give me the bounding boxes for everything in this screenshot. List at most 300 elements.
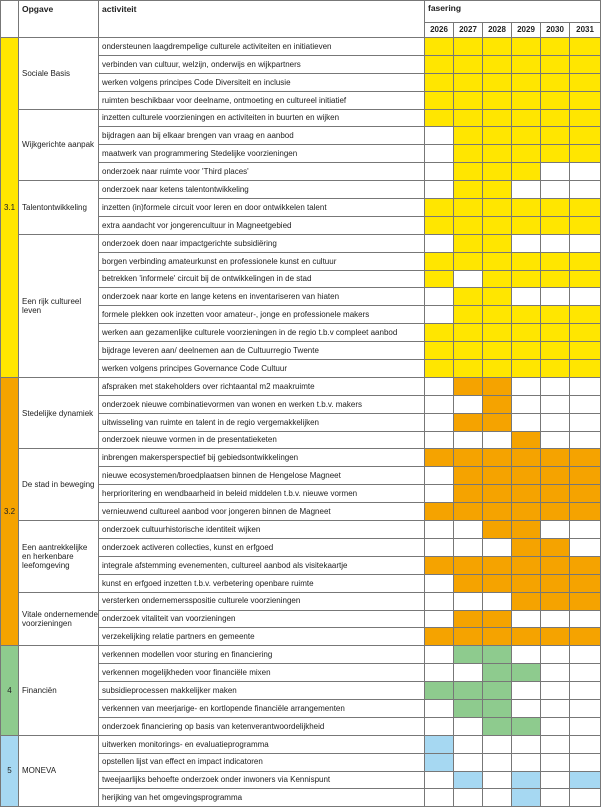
fasering-cell-2031 — [570, 145, 601, 163]
fasering-cell-2027 — [454, 717, 483, 735]
activity-label: integrale afstemming evenementen, cultureel aanbod als visitekaartje — [99, 556, 425, 574]
fasering-cell-2026 — [425, 538, 454, 556]
fasering-cell-2027 — [454, 538, 483, 556]
fasering-cell-2028 — [483, 199, 512, 217]
fasering-cell-2027 — [454, 145, 483, 163]
year-header-2028: 2028 — [483, 23, 512, 38]
fasering-cell-2028 — [483, 449, 512, 467]
fasering-cell-2031 — [570, 628, 601, 646]
fasering-cell-2030 — [541, 360, 570, 378]
activity-label: inzetten (in)formele circuit voor leren en door ontwikkelen talent — [99, 199, 425, 217]
fasering-cell-2028 — [483, 181, 512, 199]
fasering-cell-2026 — [425, 646, 454, 664]
header-opgave: Opgave — [19, 1, 99, 38]
fasering-cell-2031 — [570, 789, 601, 807]
fasering-cell-2027 — [454, 288, 483, 306]
fasering-cell-2029 — [512, 395, 541, 413]
activity-label: bijdrage leveren aan/ deelnemen aan de Cultuurregio Twente — [99, 342, 425, 360]
fasering-cell-2031 — [570, 485, 601, 503]
fasering-cell-2028 — [483, 771, 512, 789]
fasering-cell-2031 — [570, 521, 601, 539]
activity-label: verzekelijking relatie partners en gemeente — [99, 628, 425, 646]
fasering-cell-2029 — [512, 360, 541, 378]
fasering-cell-2028 — [483, 538, 512, 556]
fasering-cell-2031 — [570, 503, 601, 521]
fasering-cell-2028 — [483, 592, 512, 610]
fasering-cell-2027 — [454, 646, 483, 664]
activity-label: herprioritering en wendbaarheid in beleid middelen t.b.v. nieuwe vormen — [99, 485, 425, 503]
fasering-cell-2027 — [454, 628, 483, 646]
fasering-cell-2028 — [483, 789, 512, 807]
activity-label: subsidieprocessen makkelijker maken — [99, 682, 425, 700]
fasering-cell-2031 — [570, 592, 601, 610]
year-header-2031: 2031 — [570, 23, 601, 38]
fasering-cell-2031 — [570, 55, 601, 73]
fasering-cell-2031 — [570, 699, 601, 717]
year-header-2026: 2026 — [425, 23, 454, 38]
group-label: Vitale ondernemende voorzieningen — [19, 592, 99, 646]
fasering-cell-2027 — [454, 467, 483, 485]
fasering-cell-2027 — [454, 377, 483, 395]
activity-label: onderzoek nieuwe combinatievormen van wonen en werken t.b.v. makers — [99, 395, 425, 413]
table-row — [1, 449, 601, 467]
activity-label: onderzoek naar ketens talentontwikkeling — [99, 181, 425, 199]
fasering-cell-2026 — [425, 771, 454, 789]
fasering-cell-2026 — [425, 664, 454, 682]
activity-label: onderzoek nieuwe vormen in de presentatieketen — [99, 431, 425, 449]
fasering-cell-2027 — [454, 699, 483, 717]
fasering-cell-2029 — [512, 646, 541, 664]
fasering-cell-2030 — [541, 556, 570, 574]
fasering-cell-2028 — [483, 503, 512, 521]
fasering-cell-2029 — [512, 252, 541, 270]
fasering-cell-2030 — [541, 181, 570, 199]
fasering-cell-2030 — [541, 449, 570, 467]
year-header-2029: 2029 — [512, 23, 541, 38]
fasering-cell-2029 — [512, 538, 541, 556]
fasering-cell-2026 — [425, 181, 454, 199]
fasering-cell-2026 — [425, 163, 454, 181]
fasering-cell-2027 — [454, 91, 483, 109]
fasering-cell-2030 — [541, 664, 570, 682]
fasering-cell-2027 — [454, 789, 483, 807]
group-label: Stedelijke dynamiek — [19, 377, 99, 449]
fasering-cell-2027 — [454, 395, 483, 413]
fasering-cell-2031 — [570, 449, 601, 467]
activity-label: afspraken met stakeholders over richtaantal m2 maakruimte — [99, 377, 425, 395]
fasering-cell-2027 — [454, 682, 483, 700]
fasering-cell-2029 — [512, 556, 541, 574]
table-row — [1, 109, 601, 127]
table-row — [1, 377, 601, 395]
fasering-cell-2030 — [541, 324, 570, 342]
fasering-cell-2026 — [425, 324, 454, 342]
fasering-cell-2028 — [483, 682, 512, 700]
activity-label: onderzoek naar ruimte voor 'Third places' — [99, 163, 425, 181]
fasering-cell-2029 — [512, 521, 541, 539]
fasering-cell-2027 — [454, 592, 483, 610]
fasering-cell-2027 — [454, 199, 483, 217]
fasering-cell-2028 — [483, 699, 512, 717]
fasering-cell-2028 — [483, 306, 512, 324]
fasering-cell-2031 — [570, 216, 601, 234]
fasering-cell-2028 — [483, 163, 512, 181]
fasering-cell-2026 — [425, 717, 454, 735]
fasering-cell-2026 — [425, 91, 454, 109]
fasering-cell-2030 — [541, 682, 570, 700]
fasering-cell-2029 — [512, 377, 541, 395]
fasering-cell-2026 — [425, 109, 454, 127]
fasering-cell-2026 — [425, 145, 454, 163]
activity-label: uitwerken monitorings- en evaluatieprogramma — [99, 735, 425, 753]
fasering-cell-2027 — [454, 771, 483, 789]
fasering-cell-2029 — [512, 503, 541, 521]
fasering-cell-2026 — [425, 234, 454, 252]
fasering-cell-2026 — [425, 753, 454, 771]
table-row — [1, 646, 601, 664]
table-body — [1, 1, 601, 807]
fasering-cell-2026 — [425, 699, 454, 717]
fasering-cell-2026 — [425, 485, 454, 503]
fasering-cell-2026 — [425, 270, 454, 288]
activity-label: verbinden van cultuur, welzijn, onderwijs en wijkpartners — [99, 55, 425, 73]
activity-label: onderzoek doen naar impactgerichte subsidiëring — [99, 234, 425, 252]
fasering-cell-2026 — [425, 413, 454, 431]
header-section-cell — [1, 1, 19, 38]
fasering-cell-2028 — [483, 234, 512, 252]
table-row — [1, 592, 601, 610]
fasering-cell-2031 — [570, 556, 601, 574]
fasering-cell-2027 — [454, 342, 483, 360]
fasering-cell-2028 — [483, 109, 512, 127]
group-label: Sociale Basis — [19, 38, 99, 110]
fasering-cell-2026 — [425, 521, 454, 539]
activity-label: onderzoek financiering op basis van ketenverantwoordelijkheid — [99, 717, 425, 735]
activity-label: werken aan gezamenlijke culturele voorzieningen in de regio t.b.v compleet aanbod — [99, 324, 425, 342]
activity-label: verkennen modellen voor sturing en financiering — [99, 646, 425, 664]
fasering-cell-2029 — [512, 574, 541, 592]
fasering-cell-2026 — [425, 395, 454, 413]
activity-label: verkennen mogelijkheden voor financiële mixen — [99, 664, 425, 682]
fasering-cell-2031 — [570, 538, 601, 556]
fasering-cell-2031 — [570, 127, 601, 145]
fasering-cell-2027 — [454, 503, 483, 521]
fasering-cell-2029 — [512, 55, 541, 73]
fasering-cell-2029 — [512, 199, 541, 217]
fasering-cell-2030 — [541, 753, 570, 771]
fasering-cell-2028 — [483, 395, 512, 413]
activity-label: formele plekken ook inzetten voor amateur-, jonge en professionele makers — [99, 306, 425, 324]
fasering-cell-2026 — [425, 38, 454, 56]
fasering-cell-2030 — [541, 521, 570, 539]
fasering-cell-2029 — [512, 789, 541, 807]
fasering-cell-2030 — [541, 145, 570, 163]
fasering-cell-2030 — [541, 467, 570, 485]
fasering-cell-2028 — [483, 38, 512, 56]
group-label: Talentontwikkeling — [19, 181, 99, 235]
fasering-cell-2030 — [541, 574, 570, 592]
fasering-cell-2027 — [454, 306, 483, 324]
group-label: Wijkgerichte aanpak — [19, 109, 99, 181]
fasering-cell-2028 — [483, 127, 512, 145]
activity-label: werken volgens principes Code Diversiteit en inclusie — [99, 73, 425, 91]
fasering-cell-2031 — [570, 377, 601, 395]
fasering-cell-2031 — [570, 664, 601, 682]
fasering-cell-2029 — [512, 485, 541, 503]
activity-label: ondersteunen laagdrempelige culturele activiteiten en initiatieven — [99, 38, 425, 56]
fasering-cell-2026 — [425, 449, 454, 467]
fasering-cell-2030 — [541, 699, 570, 717]
fasering-cell-2029 — [512, 181, 541, 199]
fasering-cell-2028 — [483, 646, 512, 664]
fasering-cell-2027 — [454, 610, 483, 628]
fasering-cell-2030 — [541, 234, 570, 252]
activity-label: versterken ondernemersspositie culturele voorzieningen — [99, 592, 425, 610]
fasering-cell-2029 — [512, 413, 541, 431]
fasering-cell-2027 — [454, 556, 483, 574]
activity-label: ruimten beschikbaar voor deelname, ontmoeting en cultureel initiatief — [99, 91, 425, 109]
fasering-cell-2030 — [541, 252, 570, 270]
fasering-cell-2028 — [483, 574, 512, 592]
fasering-cell-2030 — [541, 127, 570, 145]
fasering-cell-2027 — [454, 431, 483, 449]
fasering-cell-2026 — [425, 682, 454, 700]
fasering-cell-2030 — [541, 91, 570, 109]
fasering-cell-2031 — [570, 234, 601, 252]
fasering-cell-2029 — [512, 145, 541, 163]
header-fasering: fasering — [425, 1, 601, 23]
fasering-cell-2028 — [483, 55, 512, 73]
fasering-cell-2031 — [570, 753, 601, 771]
fasering-cell-2028 — [483, 145, 512, 163]
fasering-cell-2030 — [541, 771, 570, 789]
fasering-cell-2028 — [483, 431, 512, 449]
activity-label: extra aandacht vor jongerencultuur in Magneetgebied — [99, 216, 425, 234]
fasering-cell-2029 — [512, 306, 541, 324]
activity-label: vernieuwend cultureel aanbod voor jongeren binnen de Magneet — [99, 503, 425, 521]
fasering-cell-2031 — [570, 610, 601, 628]
fasering-cell-2026 — [425, 127, 454, 145]
fasering-cell-2026 — [425, 628, 454, 646]
fasering-cell-2030 — [541, 73, 570, 91]
fasering-cell-2029 — [512, 753, 541, 771]
fasering-cell-2028 — [483, 252, 512, 270]
table-row — [1, 735, 601, 753]
fasering-cell-2028 — [483, 288, 512, 306]
fasering-cell-2030 — [541, 288, 570, 306]
fasering-cell-2028 — [483, 342, 512, 360]
fasering-cell-2026 — [425, 610, 454, 628]
header-activiteit: activiteit — [99, 1, 425, 38]
fasering-cell-2028 — [483, 717, 512, 735]
table-row — [1, 234, 601, 252]
fasering-cell-2026 — [425, 377, 454, 395]
fasering-cell-2026 — [425, 556, 454, 574]
table-row — [1, 181, 601, 199]
fasering-cell-2031 — [570, 109, 601, 127]
fasering-cell-2028 — [483, 377, 512, 395]
fasering-cell-2029 — [512, 431, 541, 449]
fasering-cell-2029 — [512, 664, 541, 682]
fasering-cell-2030 — [541, 270, 570, 288]
group-label: MONEVA — [19, 735, 99, 807]
fasering-cell-2030 — [541, 199, 570, 217]
fasering-cell-2027 — [454, 753, 483, 771]
fasering-cell-2029 — [512, 163, 541, 181]
fasering-cell-2031 — [570, 395, 601, 413]
fasering-cell-2026 — [425, 252, 454, 270]
fasering-cell-2029 — [512, 771, 541, 789]
fasering-cell-2031 — [570, 73, 601, 91]
activity-label: maatwerk van programmering Stedelijke voorzieningen — [99, 145, 425, 163]
fasering-cell-2030 — [541, 306, 570, 324]
fasering-cell-2027 — [454, 109, 483, 127]
fasering-cell-2026 — [425, 199, 454, 217]
fasering-cell-2030 — [541, 610, 570, 628]
fasering-cell-2028 — [483, 360, 512, 378]
fasering-cell-2030 — [541, 163, 570, 181]
fasering-cell-2031 — [570, 270, 601, 288]
fasering-cell-2026 — [425, 574, 454, 592]
fasering-cell-2027 — [454, 360, 483, 378]
fasering-cell-2027 — [454, 55, 483, 73]
fasering-cell-2031 — [570, 431, 601, 449]
fasering-cell-2030 — [541, 503, 570, 521]
fasering-cell-2028 — [483, 664, 512, 682]
year-header-2027: 2027 — [454, 23, 483, 38]
fasering-cell-2027 — [454, 38, 483, 56]
activity-label: onderzoek naar korte en lange ketens en inventariseren van hiaten — [99, 288, 425, 306]
fasering-cell-2027 — [454, 73, 483, 91]
section-label: 3.2 — [1, 377, 19, 645]
fasering-cell-2029 — [512, 38, 541, 56]
activity-label: opstellen lijst van effect en impact indicatoren — [99, 753, 425, 771]
fasering-cell-2029 — [512, 449, 541, 467]
fasering-cell-2027 — [454, 413, 483, 431]
fasering-cell-2031 — [570, 735, 601, 753]
fasering-cell-2027 — [454, 324, 483, 342]
fasering-cell-2031 — [570, 413, 601, 431]
fasering-cell-2030 — [541, 413, 570, 431]
group-label: Een rijk cultureel leven — [19, 234, 99, 377]
fasering-cell-2029 — [512, 109, 541, 127]
fasering-cell-2028 — [483, 628, 512, 646]
activity-label: kunst en erfgoed inzetten t.b.v. verbetering openbare ruimte — [99, 574, 425, 592]
fasering-cell-2029 — [512, 467, 541, 485]
fasering-cell-2028 — [483, 485, 512, 503]
fasering-cell-2029 — [512, 270, 541, 288]
section-label: 4 — [1, 646, 19, 735]
fasering-cell-2031 — [570, 91, 601, 109]
activity-label: uitwisseling van ruimte en talent in de regio vergemakkelijken — [99, 413, 425, 431]
fasering-cell-2027 — [454, 270, 483, 288]
fasering-cell-2031 — [570, 574, 601, 592]
fasering-cell-2031 — [570, 199, 601, 217]
fasering-cell-2029 — [512, 127, 541, 145]
fasering-cell-2028 — [483, 413, 512, 431]
fasering-cell-2026 — [425, 55, 454, 73]
activity-label: inbrengen makersperspectief bij gebiedsontwikkelingen — [99, 449, 425, 467]
fasering-cell-2026 — [425, 216, 454, 234]
fasering-cell-2029 — [512, 628, 541, 646]
activity-label: onderzoek cultuurhistorische identiteit wijken — [99, 521, 425, 539]
fasering-cell-2026 — [425, 306, 454, 324]
activity-label: betrekken 'informele' circuit bij de ontwikkelingen in de stad — [99, 270, 425, 288]
fasering-cell-2027 — [454, 574, 483, 592]
activity-label: inzetten culturele voorzieningen en activiteiten in buurten en wijken — [99, 109, 425, 127]
fasering-cell-2027 — [454, 735, 483, 753]
fasering-cell-2030 — [541, 646, 570, 664]
fasering-cell-2028 — [483, 324, 512, 342]
fasering-cell-2030 — [541, 538, 570, 556]
fasering-cell-2030 — [541, 485, 570, 503]
fasering-cell-2030 — [541, 395, 570, 413]
fasering-cell-2027 — [454, 449, 483, 467]
fasering-cell-2028 — [483, 467, 512, 485]
fasering-cell-2031 — [570, 717, 601, 735]
header-row-top — [1, 1, 601, 23]
fasering-cell-2031 — [570, 181, 601, 199]
fasering-cell-2027 — [454, 181, 483, 199]
section-label: 5 — [1, 735, 19, 807]
fasering-cell-2028 — [483, 91, 512, 109]
fasering-cell-2029 — [512, 342, 541, 360]
year-header-2030: 2030 — [541, 23, 570, 38]
fasering-cell-2031 — [570, 324, 601, 342]
fasering-cell-2029 — [512, 592, 541, 610]
fasering-cell-2031 — [570, 771, 601, 789]
fasering-cell-2028 — [483, 610, 512, 628]
fasering-cell-2030 — [541, 377, 570, 395]
fasering-cell-2028 — [483, 270, 512, 288]
table-row — [1, 521, 601, 539]
fasering-cell-2026 — [425, 342, 454, 360]
fasering-cell-2031 — [570, 38, 601, 56]
fasering-cell-2031 — [570, 342, 601, 360]
fasering-cell-2030 — [541, 628, 570, 646]
fasering-cell-2027 — [454, 252, 483, 270]
fasering-cell-2031 — [570, 163, 601, 181]
fasering-cell-2027 — [454, 127, 483, 145]
fasering-cell-2028 — [483, 216, 512, 234]
activity-label: bijdragen aan bij elkaar brengen van vraag en aanbod — [99, 127, 425, 145]
fasering-cell-2026 — [425, 288, 454, 306]
activity-label: onderzoek vitaliteit van voorzieningen — [99, 610, 425, 628]
group-label: Financiën — [19, 646, 99, 735]
activity-label: onderzoek activeren collecties, kunst en erfgoed — [99, 538, 425, 556]
fasering-cell-2026 — [425, 73, 454, 91]
fasering-cell-2027 — [454, 234, 483, 252]
group-label: De stad in beweging — [19, 449, 99, 521]
fasering-cell-2030 — [541, 55, 570, 73]
activity-label: verkennen van meerjarige- en kortlopende financiële arrangementen — [99, 699, 425, 717]
fasering-cell-2030 — [541, 216, 570, 234]
fasering-cell-2026 — [425, 592, 454, 610]
fasering-cell-2030 — [541, 342, 570, 360]
fasering-cell-2029 — [512, 324, 541, 342]
fasering-cell-2030 — [541, 735, 570, 753]
fasering-cell-2026 — [425, 789, 454, 807]
fasering-cell-2027 — [454, 485, 483, 503]
fasering-cell-2028 — [483, 753, 512, 771]
fasering-cell-2027 — [454, 216, 483, 234]
table-row — [1, 38, 601, 56]
fasering-cell-2031 — [570, 467, 601, 485]
fasering-cell-2031 — [570, 306, 601, 324]
fasering-cell-2029 — [512, 73, 541, 91]
fasering-cell-2031 — [570, 288, 601, 306]
fasering-cell-2030 — [541, 789, 570, 807]
